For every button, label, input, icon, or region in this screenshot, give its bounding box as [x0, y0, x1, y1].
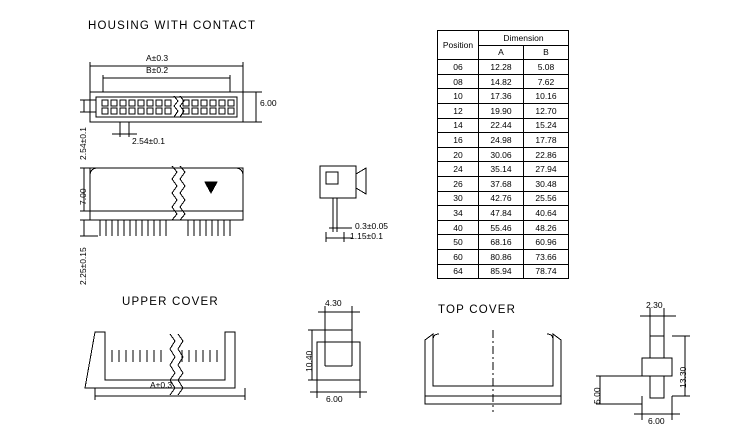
table-cell-pos: 50 [438, 235, 479, 250]
table-row [438, 162, 569, 177]
table-cell-pos: 12 [438, 103, 479, 118]
dim-housing-row-pitch: 2.54±0.1 [78, 126, 88, 160]
th-dimension: Dimension [479, 31, 569, 46]
dim-upper-cover-430: 4.30 [325, 298, 342, 308]
dim-housing-b: B±0.2 [146, 65, 169, 75]
table-row [438, 133, 569, 148]
table-row [438, 220, 569, 235]
table-cell-pos: 34 [438, 206, 479, 221]
table-row [438, 60, 569, 75]
table-cell-b: 60.96 [524, 235, 569, 250]
table-header-row-1 [438, 31, 569, 46]
dim-housing-pitch: 2.54±0.1 [132, 136, 166, 146]
dim-housing-a: A±0.3 [146, 53, 169, 63]
table-cell-a: 24.98 [479, 133, 524, 148]
dim-contact-width: 1.15±0.1 [350, 231, 384, 241]
table-cell-b: 17.78 [524, 133, 569, 148]
table-cell-a: 55.46 [479, 220, 524, 235]
table-cell-a: 30.06 [479, 147, 524, 162]
table-cell-pos: 16 [438, 133, 479, 148]
table-cell-a: 22.44 [479, 118, 524, 133]
table-row [438, 74, 569, 89]
table-cell-b: 25.56 [524, 191, 569, 206]
table-cell-pos: 60 [438, 249, 479, 264]
title-upper-cover: UPPER COVER [122, 296, 219, 308]
table-cell-pos: 26 [438, 176, 479, 191]
th-a: A [479, 45, 524, 60]
table-cell-b: 22.86 [524, 147, 569, 162]
table-row [438, 264, 569, 279]
table-cell-b: 27.94 [524, 162, 569, 177]
table-row [438, 191, 569, 206]
th-position: Position [438, 31, 479, 60]
table-cell-b: 12.70 [524, 103, 569, 118]
title-housing-with-contact: HOUSING WITH CONTACT [88, 20, 257, 32]
table-row [438, 235, 569, 250]
table-cell-a: 17.36 [479, 89, 524, 104]
dim-housing-side-700: 7.00 [78, 188, 88, 205]
dim-top-cover-500: 5.00 [592, 387, 602, 404]
dim-top-cover-1330: 13.30 [678, 366, 688, 388]
table-row [438, 89, 569, 104]
table-row [438, 118, 569, 133]
table-row [438, 206, 569, 221]
table-cell-pos: 14 [438, 118, 479, 133]
table-cell-pos: 20 [438, 147, 479, 162]
dim-housing-side-225: 2.25±0.15 [78, 247, 88, 285]
table-cell-b: 48.26 [524, 220, 569, 235]
table-cell-a: 80.86 [479, 249, 524, 264]
table-cell-a: 12.28 [479, 60, 524, 75]
table-cell-pos: 10 [438, 89, 479, 104]
table-cell-b: 73.66 [524, 249, 569, 264]
table-cell-a: 35.14 [479, 162, 524, 177]
table-cell-a: 42.76 [479, 191, 524, 206]
dimension-table [437, 30, 569, 279]
table-row [438, 103, 569, 118]
table-cell-pos: 24 [438, 162, 479, 177]
table-cell-b: 7.62 [524, 74, 569, 89]
table-cell-b: 78.74 [524, 264, 569, 279]
dim-top-cover-230: 2.30 [646, 300, 663, 310]
table-cell-pos: 40 [438, 220, 479, 235]
dim-top-cover-600: 6.00 [648, 416, 665, 426]
dim-housing-height-600: 6.00 [260, 98, 277, 108]
th-b: B [524, 45, 569, 60]
table-cell-a: 37.68 [479, 176, 524, 191]
title-top-cover: TOP COVER [438, 304, 517, 316]
table-cell-a: 68.16 [479, 235, 524, 250]
table-cell-a: 19.90 [479, 103, 524, 118]
table-row [438, 249, 569, 264]
table-cell-b: 30.48 [524, 176, 569, 191]
table-cell-pos: 30 [438, 191, 479, 206]
table-row [438, 176, 569, 191]
dim-contact-thickness: 0.3±0.05 [355, 221, 389, 231]
table-cell-b: 40.64 [524, 206, 569, 221]
table-row [438, 147, 569, 162]
table-cell-a: 85.94 [479, 264, 524, 279]
dim-upper-cover-a: A±0.3 [150, 380, 173, 390]
dim-upper-cover-600: 6.00 [326, 394, 343, 404]
table-cell-b: 5.08 [524, 60, 569, 75]
table-cell-a: 47.84 [479, 206, 524, 221]
table-cell-pos: 64 [438, 264, 479, 279]
table-cell-b: 10.16 [524, 89, 569, 104]
table-cell-a: 14.82 [479, 74, 524, 89]
table-cell-pos: 08 [438, 74, 479, 89]
table-cell-b: 15.24 [524, 118, 569, 133]
table-cell-pos: 06 [438, 60, 479, 75]
dim-upper-cover-1040: 10.40 [304, 350, 314, 372]
